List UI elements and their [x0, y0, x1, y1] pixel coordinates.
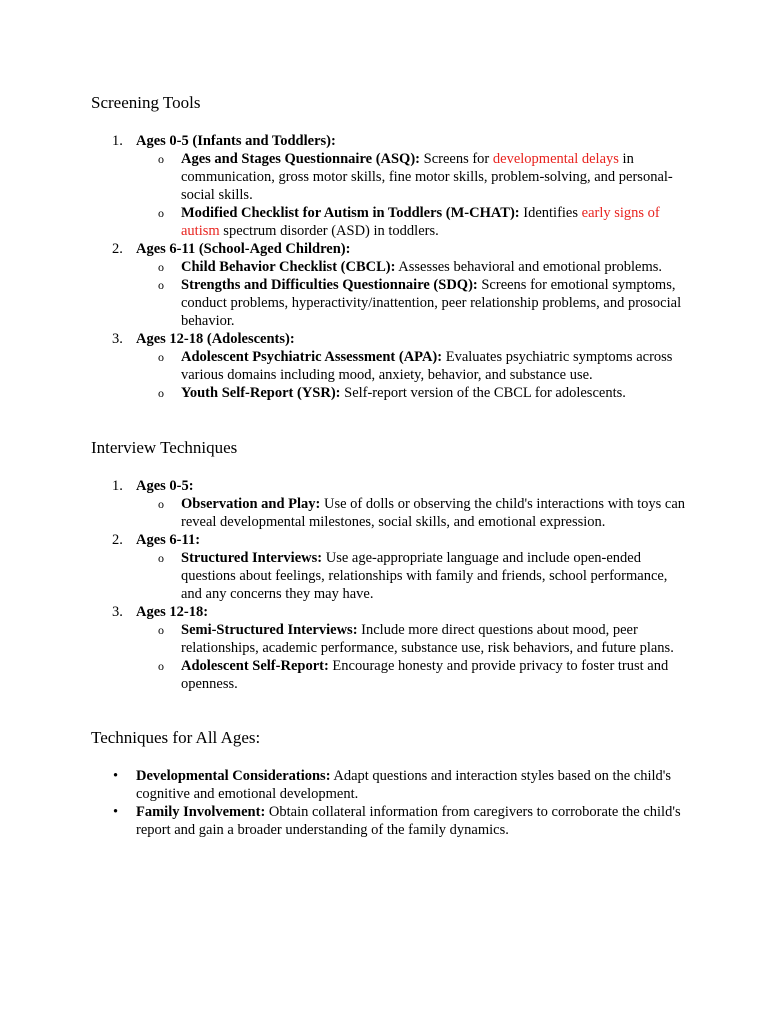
- screening-tools-heading: Screening Tools: [91, 93, 201, 112]
- list-item: [91, 767, 691, 803]
- group-heading: Ages 12-18:: [136, 604, 209, 620]
- group-heading: Ages 12-18 (Adolescents):: [136, 331, 295, 347]
- item-text: Use of dolls or observing the child's interactions with toys can reveal developmental milestones, social skills, and emotional expression.: [181, 496, 686, 530]
- item-text: Use age-appropriate language and include open-ended questions about feelings, relationships with family and friends, school performance, and any concerns they may have.: [181, 550, 668, 602]
- bullet-marker: •: [113, 768, 119, 784]
- list-item: [136, 657, 691, 693]
- interview-groups-list: [91, 477, 691, 693]
- item-text: Self-report version of the CBCL for adolescents.: [340, 385, 626, 401]
- item-text: Adapt questions and interaction styles based on the child's cognitive and emotional development.: [136, 768, 672, 802]
- screening-group-ages-6-11: [91, 240, 691, 330]
- item-label: Child Behavior Checklist (CBCL):: [181, 259, 396, 275]
- screening-group-ages-12-18: [91, 330, 691, 402]
- item-text: Identifies: [519, 205, 582, 221]
- item-label: Developmental Considerations:: [136, 768, 331, 784]
- list-number: 1.: [112, 133, 123, 149]
- group-heading: Ages 6-11:: [136, 532, 201, 548]
- sub-bullet-marker: o: [158, 623, 164, 637]
- bullet-marker: •: [113, 804, 119, 820]
- list-item: [136, 258, 691, 276]
- item-text: Include more direct questions about mood, peer relationships, academic performance, substance use, risk behaviors, and future plans.: [181, 622, 674, 656]
- item-text: Screens for emotional symptoms, conduct problems, hyperactivity/inattention, peer relationship problems, and prosocial behavior.: [181, 277, 682, 329]
- item-text: Evaluates psychiatric symptoms across various domains including mood, anxiety, behavior, and substance use.: [181, 349, 673, 383]
- list-number: 2.: [112, 241, 123, 257]
- screening-tools-section: [91, 93, 691, 402]
- item-label: Adolescent Psychiatric Assessment (APA):: [181, 349, 443, 365]
- list-number: 1.: [112, 478, 123, 494]
- item-label: Structured Interviews:: [181, 550, 323, 566]
- sub-bullet-marker: o: [158, 386, 164, 400]
- interview-techniques-list: [136, 621, 691, 693]
- sub-bullet-marker: o: [158, 152, 164, 166]
- all-ages-heading: Techniques for All Ages:: [91, 728, 261, 747]
- sub-bullet-marker: o: [158, 659, 164, 673]
- all-ages-list: [91, 767, 691, 839]
- interview-group-ages-6-11: [91, 531, 691, 603]
- list-item: [136, 384, 691, 402]
- sub-bullet-marker: o: [158, 350, 164, 364]
- list-item: [91, 803, 691, 839]
- sub-bullet-marker: o: [158, 260, 164, 274]
- sub-bullet-marker: o: [158, 278, 164, 292]
- list-item: [136, 348, 691, 384]
- item-text: Assesses behavioral and emotional problems.: [395, 259, 663, 275]
- list-item: [136, 276, 691, 330]
- item-text: Screens for: [420, 151, 493, 167]
- interview-techniques-list: [136, 495, 691, 531]
- list-item: [136, 621, 691, 657]
- interview-group-ages-0-5: [91, 477, 691, 531]
- item-text: Encourage honesty and provide privacy to foster trust and openness.: [181, 658, 669, 692]
- interview-techniques-list: [136, 549, 691, 603]
- list-number: 2.: [112, 532, 123, 548]
- all-ages-section: [91, 728, 691, 839]
- screening-tools-list: [136, 258, 691, 330]
- list-number: 3.: [112, 331, 123, 347]
- list-item: [136, 549, 691, 603]
- list-number: 3.: [112, 604, 123, 620]
- group-heading: Ages 0-5 (Infants and Toddlers):: [136, 133, 336, 149]
- sub-bullet-marker: o: [158, 206, 164, 220]
- list-item: [136, 495, 691, 531]
- list-item: [136, 204, 691, 240]
- sub-bullet-marker: o: [158, 497, 164, 511]
- screening-tools-list: [136, 150, 691, 240]
- item-text: in communication, gross motor skills, fine motor skills, problem-solving, and personal-social skills.: [181, 151, 673, 203]
- group-heading: Ages 0-5:: [136, 478, 194, 494]
- item-label: Modified Checklist for Autism in Toddlers (M-CHAT):: [181, 205, 520, 221]
- group-heading: Ages 6-11 (School-Aged Children):: [136, 241, 351, 257]
- item-label: Family Involvement:: [136, 804, 266, 820]
- screening-group-ages-0-5: [91, 132, 691, 240]
- sub-bullet-marker: o: [158, 551, 164, 565]
- screening-groups-list: [91, 132, 691, 402]
- interview-techniques-section: [91, 438, 691, 693]
- item-text: Obtain collateral information from caregivers to corroborate the child's report and gain a broader understanding of the family dynamics.: [136, 804, 681, 838]
- item-text: spectrum disorder (ASD) in toddlers.: [219, 223, 439, 239]
- item-label: Semi-Structured Interviews:: [181, 622, 358, 638]
- highlighted-text: early signs of autism: [181, 205, 660, 239]
- list-item: [136, 150, 691, 204]
- item-label: Strengths and Difficulties Questionnaire (SDQ):: [181, 277, 478, 293]
- interview-techniques-heading: Interview Techniques: [91, 438, 238, 457]
- interview-group-ages-12-18: [91, 603, 691, 693]
- highlighted-text: developmental delays: [492, 151, 619, 167]
- item-label: Adolescent Self-Report:: [181, 658, 329, 674]
- screening-tools-list: [136, 348, 691, 402]
- item-label: Youth Self-Report (YSR):: [181, 385, 341, 401]
- item-label: Ages and Stages Questionnaire (ASQ):: [181, 151, 420, 167]
- item-label: Observation and Play:: [181, 496, 321, 512]
